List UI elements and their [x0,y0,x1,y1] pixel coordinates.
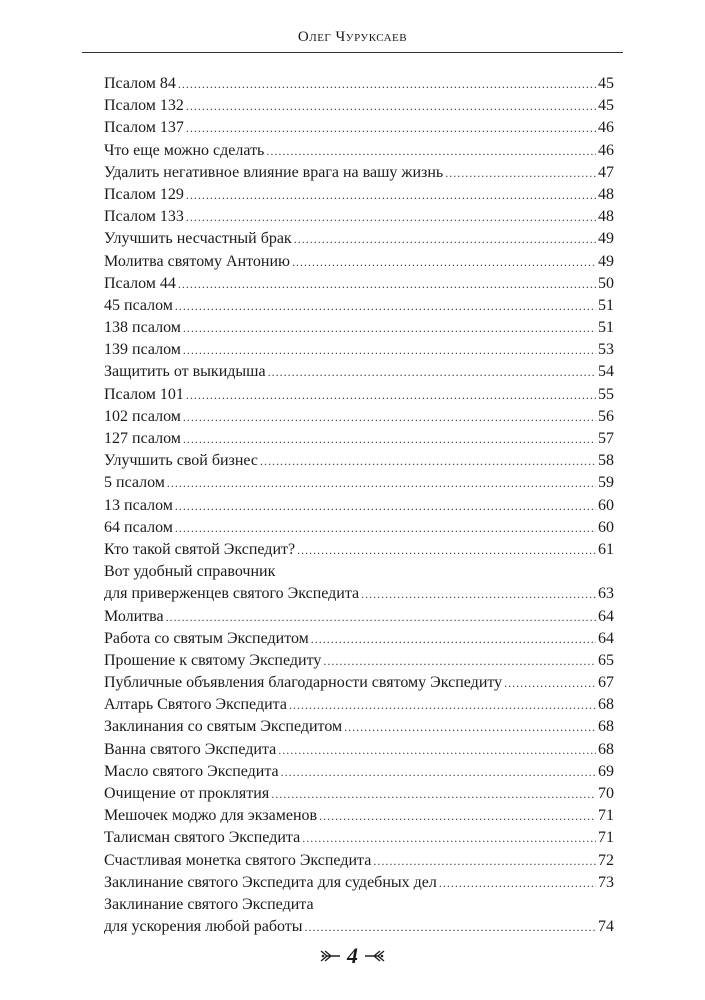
toc-entry-title: Кто такой святой Экспедит? [104,540,296,558]
toc-entry [104,317,614,339]
toc-entry-page: 72 [598,851,614,869]
toc-dot-leader [186,117,596,139]
toc-dot-leader [186,206,596,228]
toc-entry-page: 68 [598,718,614,736]
toc-dot-leader [319,805,596,827]
toc-entry [104,583,614,605]
toc-entry [104,606,614,628]
toc-entry [104,850,614,872]
toc-entry-page: 64 [598,607,614,625]
toc-entry [104,561,614,583]
toc-entry-title: Масло святого Экспедита [104,762,279,780]
toc-dot-leader [361,583,596,605]
toc-dot-leader [186,384,596,406]
toc-entry-title: Псалом 44 [104,274,176,292]
toc-entry-page: 61 [598,540,614,558]
toc-entry [104,894,614,916]
toc-entry [104,73,614,95]
toc-entry-title: Заклинание святого Экспедита [104,895,314,913]
toc-dot-leader [281,761,596,783]
toc-entry-page: 53 [598,341,614,359]
toc-entry-page: 49 [598,230,614,248]
toc-entry-title: Псалом 129 [104,185,184,203]
toc-entry-page: 65 [598,651,614,669]
toc-dot-leader [294,228,596,250]
toc-dot-leader [292,251,596,273]
toc-entry [104,916,614,938]
toc-entry [104,95,614,117]
toc-dot-leader [271,783,596,805]
toc-entry [104,162,614,184]
toc-entry-page: 68 [598,740,614,758]
toc-dot-leader [166,606,596,628]
toc-dot-leader [178,73,596,95]
toc-entry [104,117,614,139]
toc-dot-leader [289,694,596,716]
toc-entry [104,450,614,472]
toc-dot-leader [175,295,596,317]
toc-entry-title: Молитва святому Антонию [104,252,290,270]
toc-entry-title: Счастливая монетка святого Экспедита [104,851,372,869]
toc-entry-page: 47 [598,163,614,181]
toc-entry [104,361,614,383]
toc-entry [104,495,614,517]
toc-entry-page: 48 [598,185,614,203]
toc-entry-page: 45 [598,97,614,115]
toc-entry [104,827,614,849]
toc-entry-title: Псалом 137 [104,119,184,137]
toc-entry [104,694,614,716]
toc-entry-title: Улучшить свой бизнес [104,452,259,470]
toc-entry [104,650,614,672]
toc-entry-title: Мешочек моджо для экзаменов [104,807,318,825]
toc-entry-title: Улучшить несчастный брак [104,230,292,248]
table-of-contents [104,73,614,938]
page-number: 4 [347,943,358,968]
toc-dot-leader [297,539,596,561]
toc-entry-title: Заклинания со святым Экспедитом [104,718,343,736]
toc-entry [104,384,614,406]
toc-entry-title: Что еще можно сделать [104,141,265,159]
toc-entry-title: Защитить от выкидыша [104,363,266,381]
toc-dot-leader [183,428,596,450]
toc-entry-page: 68 [598,696,614,714]
toc-entry-title: 13 псалом [104,496,173,514]
toc-dot-leader [183,317,596,339]
toc-entry [104,872,614,894]
toc-entry [104,295,614,317]
toc-entry-page: 51 [598,319,614,337]
toc-dot-leader [302,827,596,849]
toc-dot-leader [175,517,596,539]
toc-entry-page: 57 [598,430,614,447]
toc-entry-page: 55 [598,385,614,403]
toc-entry-title: 138 псалом [104,319,181,337]
right-ornament-icon [364,949,386,963]
toc-dot-leader [278,739,596,761]
toc-dot-leader [178,273,596,295]
toc-entry [104,517,614,539]
toc-dot-leader [175,495,596,517]
toc-entry-title: для приверженцев святого Экспедита [104,585,360,603]
toc-dot-leader [344,716,596,738]
toc-entry [104,273,614,295]
toc-dot-leader [260,450,596,472]
toc-entry-title: Работа со святым Экспедитом [104,629,309,647]
toc-entry-title: Псалом 133 [104,208,184,226]
toc-entry-page: 59 [598,474,614,492]
toc-entry-page: 74 [598,918,614,936]
toc-entry-page: 73 [598,873,614,891]
toc-entry-title: 139 псалом [104,341,181,359]
toc-entry-title: Прошение к святому Экспедиту [104,651,322,669]
toc-dot-leader [266,140,596,162]
toc-entry-page: 64 [598,629,614,647]
toc-dot-leader [305,916,596,938]
toc-entry [104,805,614,827]
toc-entry [104,672,614,694]
toc-entry-title: Талисман святого Экспедита [104,829,301,847]
toc-entry-page: 56 [598,407,614,425]
toc-entry-title: для ускорения любой работы [104,918,303,936]
toc-entry [104,539,614,561]
toc-entry-page: 45 [598,75,614,92]
toc-entry [104,739,614,761]
toc-entry-page: 49 [598,252,614,270]
toc-entry-title: Псалом 132 [104,97,184,115]
toc-entry [104,761,614,783]
toc-dot-leader [323,650,596,672]
toc-entry [104,251,614,273]
toc-entry-page: 58 [598,452,614,470]
toc-entry [104,406,614,428]
toc-entry-page: 46 [598,119,614,137]
toc-entry-title: Алтарь Святого Экспедита [104,696,287,714]
toc-entry-page: 70 [598,785,614,802]
toc-entry-title: 102 псалом [104,407,181,425]
toc-entry-title: Псалом 84 [104,75,176,92]
toc-dot-leader [186,95,596,117]
toc-entry-title: Псалом 101 [104,385,184,403]
toc-entry [104,228,614,250]
toc-entry [104,716,614,738]
toc-entry [104,140,614,162]
toc-dot-leader [445,162,596,184]
toc-entry-page: 48 [598,208,614,226]
toc-entry-title: Публичные объявления благодарности святому Экспедиту [104,674,503,692]
toc-dot-leader [183,406,596,428]
toc-entry-page: 60 [598,518,614,536]
toc-dot-leader [504,672,596,694]
toc-entry-page: 60 [598,496,614,514]
toc-dot-leader [167,472,596,494]
toc-dot-leader [268,361,596,383]
toc-dot-leader [373,850,596,872]
toc-dot-leader [183,339,596,361]
toc-entry-title: 64 псалом [104,518,173,536]
toc-entry [104,428,614,450]
toc-entry-title: Очищение от проклятия [104,785,270,802]
running-head-author: Олег Чуруксаев [297,29,408,45]
toc-entry [104,472,614,494]
toc-entry-page: 71 [598,807,614,825]
toc-entry-title: Удалить негативное влияние врага на вашу жизнь [104,163,444,181]
toc-entry-title: Молитва [104,607,164,625]
toc-entry-page: 71 [598,829,614,847]
toc-entry-page: 63 [598,585,614,603]
toc-entry-page: 50 [598,274,614,292]
toc-dot-leader [186,184,596,206]
toc-entry-title: 127 псалом [104,430,181,447]
left-ornament-icon [319,949,341,963]
toc-entry-page: 69 [598,762,614,780]
toc-entry-page: 54 [598,363,614,381]
toc-entry [104,206,614,228]
toc-entry-title: Заклинание святого Экспедита для судебных дел [104,873,437,891]
toc-entry-title: Ванна святого Экспедита [104,740,277,758]
toc-entry-page: 51 [598,296,614,314]
toc-entry [104,628,614,650]
toc-entry-title: 5 псалом [104,474,165,492]
toc-dot-leader [311,628,596,650]
header-rule [82,52,623,53]
toc-entry [104,783,614,805]
toc-entry [104,184,614,206]
toc-entry-title: Вот удобный справочник [104,563,276,581]
toc-entry-page: 46 [598,141,614,159]
toc-entry [104,339,614,361]
toc-dot-leader [439,872,596,894]
page-footer [0,945,705,967]
toc-entry-title: 45 псалом [104,296,173,314]
toc-entry-page: 67 [598,674,614,692]
